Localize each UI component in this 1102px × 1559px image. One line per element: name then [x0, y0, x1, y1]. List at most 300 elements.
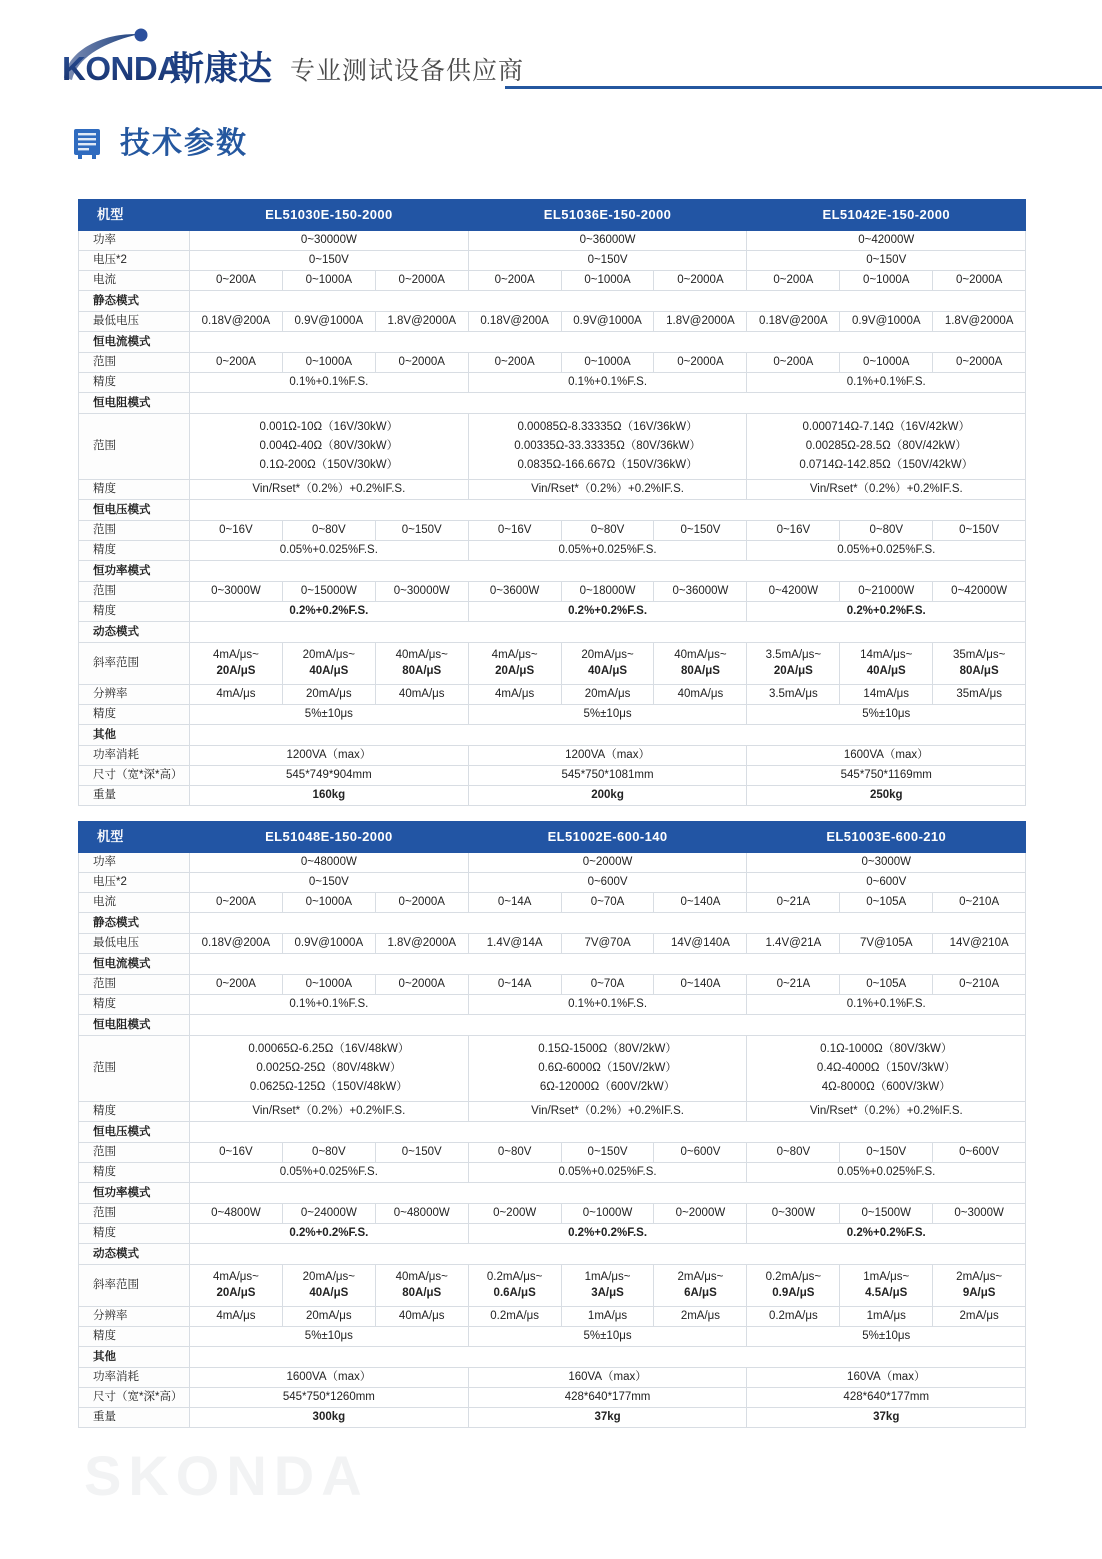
cell-cvr-4: 0~80V: [468, 1142, 561, 1162]
cell-minv-7: 1.4V@21A: [747, 934, 840, 954]
cell-wt-2: 200kg: [468, 785, 747, 805]
table-header-row: [79, 822, 1026, 853]
cell-cpr-2: 0~15000W: [282, 581, 375, 601]
cell-minv-2: 0.9V@1000A: [282, 934, 375, 954]
company-tagline: 专业测试设备供应商: [290, 57, 525, 85]
cell-ccr-7: 0~21A: [747, 975, 840, 995]
row-label-slew: 斜率范围: [79, 1264, 190, 1306]
cr-line-2: 0.6Ω-6000Ω（150V/2kW）: [538, 1061, 677, 1074]
section-label-cc: 恒电流模式: [79, 954, 190, 975]
cell-pc-2: 160VA（max）: [468, 1367, 747, 1387]
table-row-current: [79, 271, 1026, 291]
cell-cra-3: Vin/Rset*（0.2%）+0.2%IF.S.: [747, 479, 1026, 499]
cell-current-3: 0~2000A: [375, 271, 468, 291]
slew-line1: 20mA/μs~: [581, 648, 634, 661]
cell-slew-5: [561, 642, 654, 684]
cr-line-1: 0.00065Ω-6.25Ω（16V/48kW）: [248, 1043, 410, 1055]
cell-ccr-3: 0~2000A: [375, 975, 468, 995]
cell-slew-4: [468, 642, 561, 684]
row-label-power: 功率: [79, 853, 190, 873]
document-icon: [72, 128, 102, 160]
section-label-cp: 恒功率模式: [79, 560, 190, 581]
svg-text:KONDA: KONDA: [62, 50, 181, 87]
cell-dyna-1: 5%±10μs: [190, 704, 469, 724]
cell-res-9: 2mA/μs: [933, 1306, 1026, 1326]
cr-line-2: 0.4Ω-4000Ω（150V/3kW）: [816, 1061, 956, 1074]
table-row-dimension: [79, 1387, 1026, 1407]
cell-wt-3: 37kg: [747, 1407, 1026, 1427]
cell-cvr-8: 0~80V: [840, 520, 933, 540]
cell-ccr-4: 0~200A: [468, 353, 561, 373]
table-row-cc-range: [79, 353, 1026, 373]
slew-line1: 0.2mA/μs~: [486, 1270, 543, 1283]
table-header-row: [79, 200, 1026, 231]
table-row-cc-accuracy: [79, 995, 1026, 1015]
slew-line1: 40mA/μs~: [395, 648, 448, 661]
cell-voltage-2: 0~150V: [468, 251, 747, 271]
section-fill-cp: [190, 560, 1026, 581]
row-label-slew: 斜率范围: [79, 642, 190, 684]
table-row-power-consumption: [79, 745, 1026, 765]
cell-pc-3: 1600VA（max）: [747, 745, 1026, 765]
table-row-cp-accuracy: [79, 601, 1026, 621]
section-label-dyn: 动态模式: [79, 1243, 190, 1264]
cell-slew-9: [933, 642, 1026, 684]
cell-res-1: 4mA/μs: [190, 1306, 283, 1326]
cell-current-2: 0~1000A: [282, 893, 375, 913]
section-fill-other: [190, 1346, 1026, 1367]
cell-cpr-4: 0~200W: [468, 1203, 561, 1223]
skonda-logo-mark: [62, 28, 272, 90]
table-row-power-consumption: [79, 1367, 1026, 1387]
slew-line2: 6A/μS: [684, 1287, 717, 1300]
cell-cpr-8: 0~1500W: [840, 1203, 933, 1223]
slew-line1: 20mA/μs~: [302, 648, 355, 661]
row-label-resolution: 分辨率: [79, 1306, 190, 1326]
slew-line2: 80A/μS: [402, 665, 442, 678]
cell-cpr-1: 0~4800W: [190, 1203, 283, 1223]
cell-slew-7: [747, 642, 840, 684]
cell-cca-3: 0.1%+0.1%F.S.: [747, 373, 1026, 393]
row-label-dyn-accuracy: 精度: [79, 704, 190, 724]
cell-cvr-7: 0~16V: [747, 520, 840, 540]
row-label-dimension: 尺寸（宽*深*高）: [79, 765, 190, 785]
cell-pc-2: 1200VA（max）: [468, 745, 747, 765]
table-row-cp-range: [79, 1203, 1026, 1223]
cell-dyna-3: 5%±10μs: [747, 704, 1026, 724]
cell-dyna-2: 5%±10μs: [468, 1326, 747, 1346]
header-model-1: EL51030E-150-2000: [190, 200, 469, 231]
slew-line2: 20A/μS: [495, 665, 535, 678]
row-label-cr-range: 范围: [79, 414, 190, 480]
table-row-cp-accuracy: [79, 1223, 1026, 1243]
table-row-cv-range: [79, 520, 1026, 540]
cell-minv-4: 1.4V@14A: [468, 934, 561, 954]
cell-minv-4: 0.18V@200A: [468, 312, 561, 332]
cell-current-7: 0~21A: [747, 893, 840, 913]
cell-voltage-1: 0~150V: [190, 873, 469, 893]
section-label-dyn: 动态模式: [79, 621, 190, 642]
cr-line-3: 0.0835Ω-166.667Ω（150V/36kW）: [517, 458, 698, 471]
section-label-static: 静态模式: [79, 291, 190, 312]
page-watermark: SKONDA: [84, 1444, 369, 1507]
slew-line1: 0.2mA/μs~: [765, 1270, 822, 1283]
cell-cra-1: Vin/Rset*（0.2%）+0.2%IF.S.: [190, 479, 469, 499]
cell-cva-3: 0.05%+0.025%F.S.: [747, 1162, 1026, 1182]
cell-res-9: 35mA/μs: [933, 684, 1026, 704]
row-label-weight: 重量: [79, 785, 190, 805]
cell-slew-1: [190, 1264, 283, 1306]
cell-current-8: 0~1000A: [840, 271, 933, 291]
cell-power-2: 0~36000W: [468, 231, 747, 251]
cell-cvr-9: 0~600V: [933, 1142, 1026, 1162]
cell-slew-8: [840, 642, 933, 684]
cell-minv-6: 14V@140A: [654, 934, 747, 954]
cell-res-2: 20mA/μs: [282, 684, 375, 704]
cell-power-3: 0~42000W: [747, 231, 1026, 251]
cell-cpr-6: 0~36000W: [654, 581, 747, 601]
cell-res-7: 3.5mA/μs: [747, 684, 840, 704]
cell-cpr-2: 0~24000W: [282, 1203, 375, 1223]
cell-res-8: 1mA/μs: [840, 1306, 933, 1326]
row-label-min-voltage: 最低电压: [79, 934, 190, 954]
cell-wt-2: 37kg: [468, 1407, 747, 1427]
section-fill-static: [190, 291, 1026, 312]
cell-cpr-1: 0~3000W: [190, 581, 283, 601]
cell-cva-3: 0.05%+0.025%F.S.: [747, 540, 1026, 560]
table-row-resolution: [79, 1306, 1026, 1326]
cell-crr-3: [747, 1036, 1026, 1102]
cell-current-2: 0~1000A: [282, 271, 375, 291]
slew-line1: 4mA/μs~: [491, 648, 538, 661]
cell-cvr-9: 0~150V: [933, 520, 1026, 540]
table-section-other: [79, 1346, 1026, 1367]
row-label-cv-accuracy: 精度: [79, 540, 190, 560]
cell-slew-6: [654, 642, 747, 684]
cell-minv-5: 0.9V@1000A: [561, 312, 654, 332]
slew-line1: 14mA/μs~: [860, 648, 913, 661]
cell-cra-2: Vin/Rset*（0.2%）+0.2%IF.S.: [468, 479, 747, 499]
section-label-cv: 恒电压模式: [79, 499, 190, 520]
table-row-cv-accuracy: [79, 540, 1026, 560]
cell-cvr-6: 0~150V: [654, 520, 747, 540]
cell-cpr-8: 0~21000W: [840, 581, 933, 601]
cell-res-7: 0.2mA/μs: [747, 1306, 840, 1326]
cell-cra-2: Vin/Rset*（0.2%）+0.2%IF.S.: [468, 1101, 747, 1121]
cell-cpa-3: 0.2%+0.2%F.S.: [747, 1223, 1026, 1243]
cr-line-2: 0.0025Ω-25Ω（80V/48kW）: [256, 1061, 402, 1074]
row-label-dyn-accuracy: 精度: [79, 1326, 190, 1346]
cell-dim-3: 428*640*177mm: [747, 1387, 1026, 1407]
slew-line1: 2mA/μs~: [956, 1270, 1003, 1283]
row-label-min-voltage: 最低电压: [79, 312, 190, 332]
spec-table-2: [78, 821, 1026, 1428]
row-label-cc-accuracy: 精度: [79, 373, 190, 393]
slew-line1: 40mA/μs~: [674, 648, 727, 661]
slew-line1: 40mA/μs~: [395, 1270, 448, 1283]
slew-line2: 20A/μS: [216, 665, 256, 678]
cell-current-6: 0~2000A: [654, 271, 747, 291]
cell-voltage-3: 0~150V: [747, 251, 1026, 271]
table-row-dimension: [79, 765, 1026, 785]
cr-line-3: 0.1Ω-200Ω（150V/30kW）: [259, 458, 399, 471]
cell-cpr-9: 0~42000W: [933, 581, 1026, 601]
cell-cca-2: 0.1%+0.1%F.S.: [468, 995, 747, 1015]
cell-current-4: 0~14A: [468, 893, 561, 913]
section-fill-cc: [190, 954, 1026, 975]
header-divider: [505, 86, 1102, 89]
cell-minv-2: 0.9V@1000A: [282, 312, 375, 332]
cr-line-2: 0.00335Ω-33.33335Ω（80V/36kW）: [514, 439, 701, 452]
section-fill-static: [190, 913, 1026, 934]
row-label-current: 电流: [79, 271, 190, 291]
cell-pc-1: 1200VA（max）: [190, 745, 469, 765]
cell-cpr-5: 0~1000W: [561, 1203, 654, 1223]
cell-cpa-2: 0.2%+0.2%F.S.: [468, 1223, 747, 1243]
header-model-3: EL51042E-150-2000: [747, 200, 1026, 231]
row-label-cr-range: 范围: [79, 1036, 190, 1102]
cr-line-3: 4Ω-8000Ω（600V/3kW）: [821, 1080, 951, 1093]
cell-cvr-3: 0~150V: [375, 520, 468, 540]
header-model-3: EL51003E-600-210: [747, 822, 1026, 853]
header-model-label: 机型: [79, 822, 190, 853]
cell-wt-1: 300kg: [190, 1407, 469, 1427]
cell-cca-3: 0.1%+0.1%F.S.: [747, 995, 1026, 1015]
table-section-static: [79, 913, 1026, 934]
cell-current-1: 0~200A: [190, 893, 283, 913]
cell-current-7: 0~200A: [747, 271, 840, 291]
cell-cpr-6: 0~2000W: [654, 1203, 747, 1223]
table-section-cv: [79, 1121, 1026, 1142]
section-label-static: 静态模式: [79, 913, 190, 934]
section-fill-cv: [190, 1121, 1026, 1142]
cell-ccr-5: 0~1000A: [561, 353, 654, 373]
cell-crr-1: [190, 1036, 469, 1102]
row-label-current: 电流: [79, 893, 190, 913]
table-row-cr-range: [79, 414, 1026, 480]
table-section-cp: [79, 560, 1026, 581]
table-section-cr: [79, 393, 1026, 414]
row-label-dimension: 尺寸（宽*深*高）: [79, 1387, 190, 1407]
cell-power-2: 0~2000W: [468, 853, 747, 873]
cell-ccr-1: 0~200A: [190, 353, 283, 373]
cell-current-5: 0~70A: [561, 893, 654, 913]
slew-line2: 80A/μS: [402, 1287, 442, 1300]
table-row-dyn-accuracy: [79, 1326, 1026, 1346]
slew-line1: 4mA/μs~: [212, 648, 259, 661]
cell-cra-1: Vin/Rset*（0.2%）+0.2%IF.S.: [190, 1101, 469, 1121]
cell-res-5: 20mA/μs: [561, 684, 654, 704]
cell-minv-8: 0.9V@1000A: [840, 312, 933, 332]
table-row-resolution: [79, 684, 1026, 704]
cell-slew-3: [375, 1264, 468, 1306]
row-label-cp-accuracy: 精度: [79, 1223, 190, 1243]
header-model-2: EL51036E-150-2000: [468, 200, 747, 231]
header-model-label: 机型: [79, 200, 190, 231]
section-fill-dyn: [190, 1243, 1026, 1264]
row-label-power: 功率: [79, 231, 190, 251]
cell-slew-1: [190, 642, 283, 684]
cell-cra-3: Vin/Rset*（0.2%）+0.2%IF.S.: [747, 1101, 1026, 1121]
section-fill-other: [190, 724, 1026, 745]
cell-cvr-5: 0~80V: [561, 520, 654, 540]
cell-crr-2: [468, 414, 747, 480]
cell-crr-1: [190, 414, 469, 480]
table-row-cr-accuracy: [79, 1101, 1026, 1121]
row-label-weight: 重量: [79, 1407, 190, 1427]
row-label-voltage: 电压*2: [79, 873, 190, 893]
cr-line-2: 0.004Ω-40Ω（80V/30kW）: [259, 439, 399, 452]
slew-line2: 40A/μS: [588, 665, 628, 678]
cell-slew-6: [654, 1264, 747, 1306]
cell-pc-1: 1600VA（max）: [190, 1367, 469, 1387]
slew-line2: 3A/μS: [591, 1287, 624, 1300]
table-row-min-voltage: [79, 312, 1026, 332]
slew-line2: 80A/μS: [959, 665, 999, 678]
cell-current-5: 0~1000A: [561, 271, 654, 291]
cell-minv-8: 7V@105A: [840, 934, 933, 954]
cell-minv-3: 1.8V@2000A: [375, 934, 468, 954]
cell-slew-2: [282, 642, 375, 684]
cell-slew-2: [282, 1264, 375, 1306]
cell-dyna-1: 5%±10μs: [190, 1326, 469, 1346]
row-label-resolution: 分辨率: [79, 684, 190, 704]
row-label-cc-range: 范围: [79, 975, 190, 995]
cell-dyna-3: 5%±10μs: [747, 1326, 1026, 1346]
cell-ccr-3: 0~2000A: [375, 353, 468, 373]
cell-ccr-2: 0~1000A: [282, 353, 375, 373]
cell-crr-2: [468, 1036, 747, 1102]
section-label-other: 其他: [79, 724, 190, 745]
cell-slew-7: [747, 1264, 840, 1306]
cell-slew-8: [840, 1264, 933, 1306]
table-row-current: [79, 893, 1026, 913]
spec-table-1: [78, 199, 1026, 806]
slew-line1: 1mA/μs~: [584, 1270, 631, 1283]
table-section-cc: [79, 954, 1026, 975]
slew-line1: 1mA/μs~: [863, 1270, 910, 1283]
slew-line2: 4.5A/μS: [865, 1287, 908, 1300]
cell-current-1: 0~200A: [190, 271, 283, 291]
slew-line2: 20A/μS: [773, 665, 813, 678]
cell-voltage-2: 0~600V: [468, 873, 747, 893]
cr-line-1: 0.001Ω-10Ω（16V/30kW）: [259, 421, 399, 433]
cell-cpr-5: 0~18000W: [561, 581, 654, 601]
cell-dim-3: 545*750*1169mm: [747, 765, 1026, 785]
row-label-cr-accuracy: 精度: [79, 479, 190, 499]
cell-minv-9: 14V@210A: [933, 934, 1026, 954]
row-label-cp-range: 范围: [79, 1203, 190, 1223]
table-section-cp: [79, 1182, 1026, 1203]
cell-cpr-7: 0~300W: [747, 1203, 840, 1223]
cell-ccr-1: 0~200A: [190, 975, 283, 995]
table-row-cr-range: [79, 1036, 1026, 1102]
table-section-dyn: [79, 621, 1026, 642]
slew-line2: 40A/μS: [309, 665, 349, 678]
slew-line2: 9A/μS: [962, 1287, 996, 1300]
cell-wt-3: 250kg: [747, 785, 1026, 805]
table-row-weight: [79, 785, 1026, 805]
company-logo: [62, 28, 524, 90]
cell-cpr-4: 0~3600W: [468, 581, 561, 601]
cell-minv-1: 0.18V@200A: [190, 312, 283, 332]
table-row-power: [79, 853, 1026, 873]
cell-ccr-8: 0~1000A: [840, 353, 933, 373]
section-label-other: 其他: [79, 1346, 190, 1367]
cell-minv-6: 1.8V@2000A: [654, 312, 747, 332]
cell-cca-1: 0.1%+0.1%F.S.: [190, 373, 469, 393]
section-fill-dyn: [190, 621, 1026, 642]
page-header: [0, 0, 1102, 112]
cell-res-3: 40mA/μs: [375, 684, 468, 704]
table-row-weight: [79, 1407, 1026, 1427]
cell-current-4: 0~200A: [468, 271, 561, 291]
row-label-cc-range: 范围: [79, 353, 190, 373]
cell-dim-2: 428*640*177mm: [468, 1387, 747, 1407]
table-section-cr: [79, 1015, 1026, 1036]
slew-line1: 20mA/μs~: [302, 1270, 355, 1283]
cell-res-4: 0.2mA/μs: [468, 1306, 561, 1326]
table-row-cv-range: [79, 1142, 1026, 1162]
section-label-cv: 恒电压模式: [79, 1121, 190, 1142]
cell-current-9: 0~210A: [933, 893, 1026, 913]
page-title: 技术参数: [120, 127, 248, 160]
cell-dyna-2: 5%±10μs: [468, 704, 747, 724]
table-row-slew: [79, 642, 1026, 684]
cr-line-3: 0.0714Ω-142.85Ω（150V/42kW）: [799, 458, 974, 471]
table-section-other: [79, 724, 1026, 745]
section-fill-cc: [190, 332, 1026, 353]
cell-cva-1: 0.05%+0.025%F.S.: [190, 540, 469, 560]
table-section-dyn: [79, 1243, 1026, 1264]
cell-res-6: 2mA/μs: [654, 1306, 747, 1326]
cell-minv-1: 0.18V@200A: [190, 934, 283, 954]
cell-cva-1: 0.05%+0.025%F.S.: [190, 1162, 469, 1182]
cell-minv-3: 1.8V@2000A: [375, 312, 468, 332]
cell-minv-5: 7V@70A: [561, 934, 654, 954]
row-label-power-consumption: 功率消耗: [79, 745, 190, 765]
section-label-cr: 恒电阻模式: [79, 1015, 190, 1036]
section-label-cr: 恒电阻模式: [79, 393, 190, 414]
cell-ccr-7: 0~200A: [747, 353, 840, 373]
table-row-cv-accuracy: [79, 1162, 1026, 1182]
section-heading: [72, 128, 248, 160]
cell-cpa-2: 0.2%+0.2%F.S.: [468, 601, 747, 621]
cell-dim-1: 545*750*1260mm: [190, 1387, 469, 1407]
cell-current-9: 0~2000A: [933, 271, 1026, 291]
slew-line2: 0.6A/μS: [493, 1287, 536, 1300]
slew-line2: 40A/μS: [309, 1287, 349, 1300]
section-fill-cp: [190, 1182, 1026, 1203]
cell-cpr-3: 0~30000W: [375, 581, 468, 601]
cell-cvr-2: 0~80V: [282, 520, 375, 540]
cell-wt-1: 160kg: [190, 785, 469, 805]
slew-line1: 35mA/μs~: [952, 648, 1006, 661]
slew-line1: 2mA/μs~: [677, 1270, 724, 1283]
section-label-cc: 恒电流模式: [79, 332, 190, 353]
table-row-power: [79, 231, 1026, 251]
cell-res-3: 40mA/μs: [375, 1306, 468, 1326]
row-label-cc-accuracy: 精度: [79, 995, 190, 1015]
cell-minv-7: 0.18V@200A: [747, 312, 840, 332]
cell-minv-9: 1.8V@2000A: [933, 312, 1026, 332]
cell-cpr-9: 0~3000W: [933, 1203, 1026, 1223]
cr-line-1: 0.1Ω-1000Ω（80V/3kW）: [820, 1043, 953, 1055]
cell-ccr-6: 0~140A: [654, 975, 747, 995]
header-model-2: EL51002E-600-140: [468, 822, 747, 853]
cr-line-2: 0.00285Ω-28.5Ω（80V/42kW）: [805, 439, 967, 452]
cell-cpa-1: 0.2%+0.2%F.S.: [190, 1223, 469, 1243]
